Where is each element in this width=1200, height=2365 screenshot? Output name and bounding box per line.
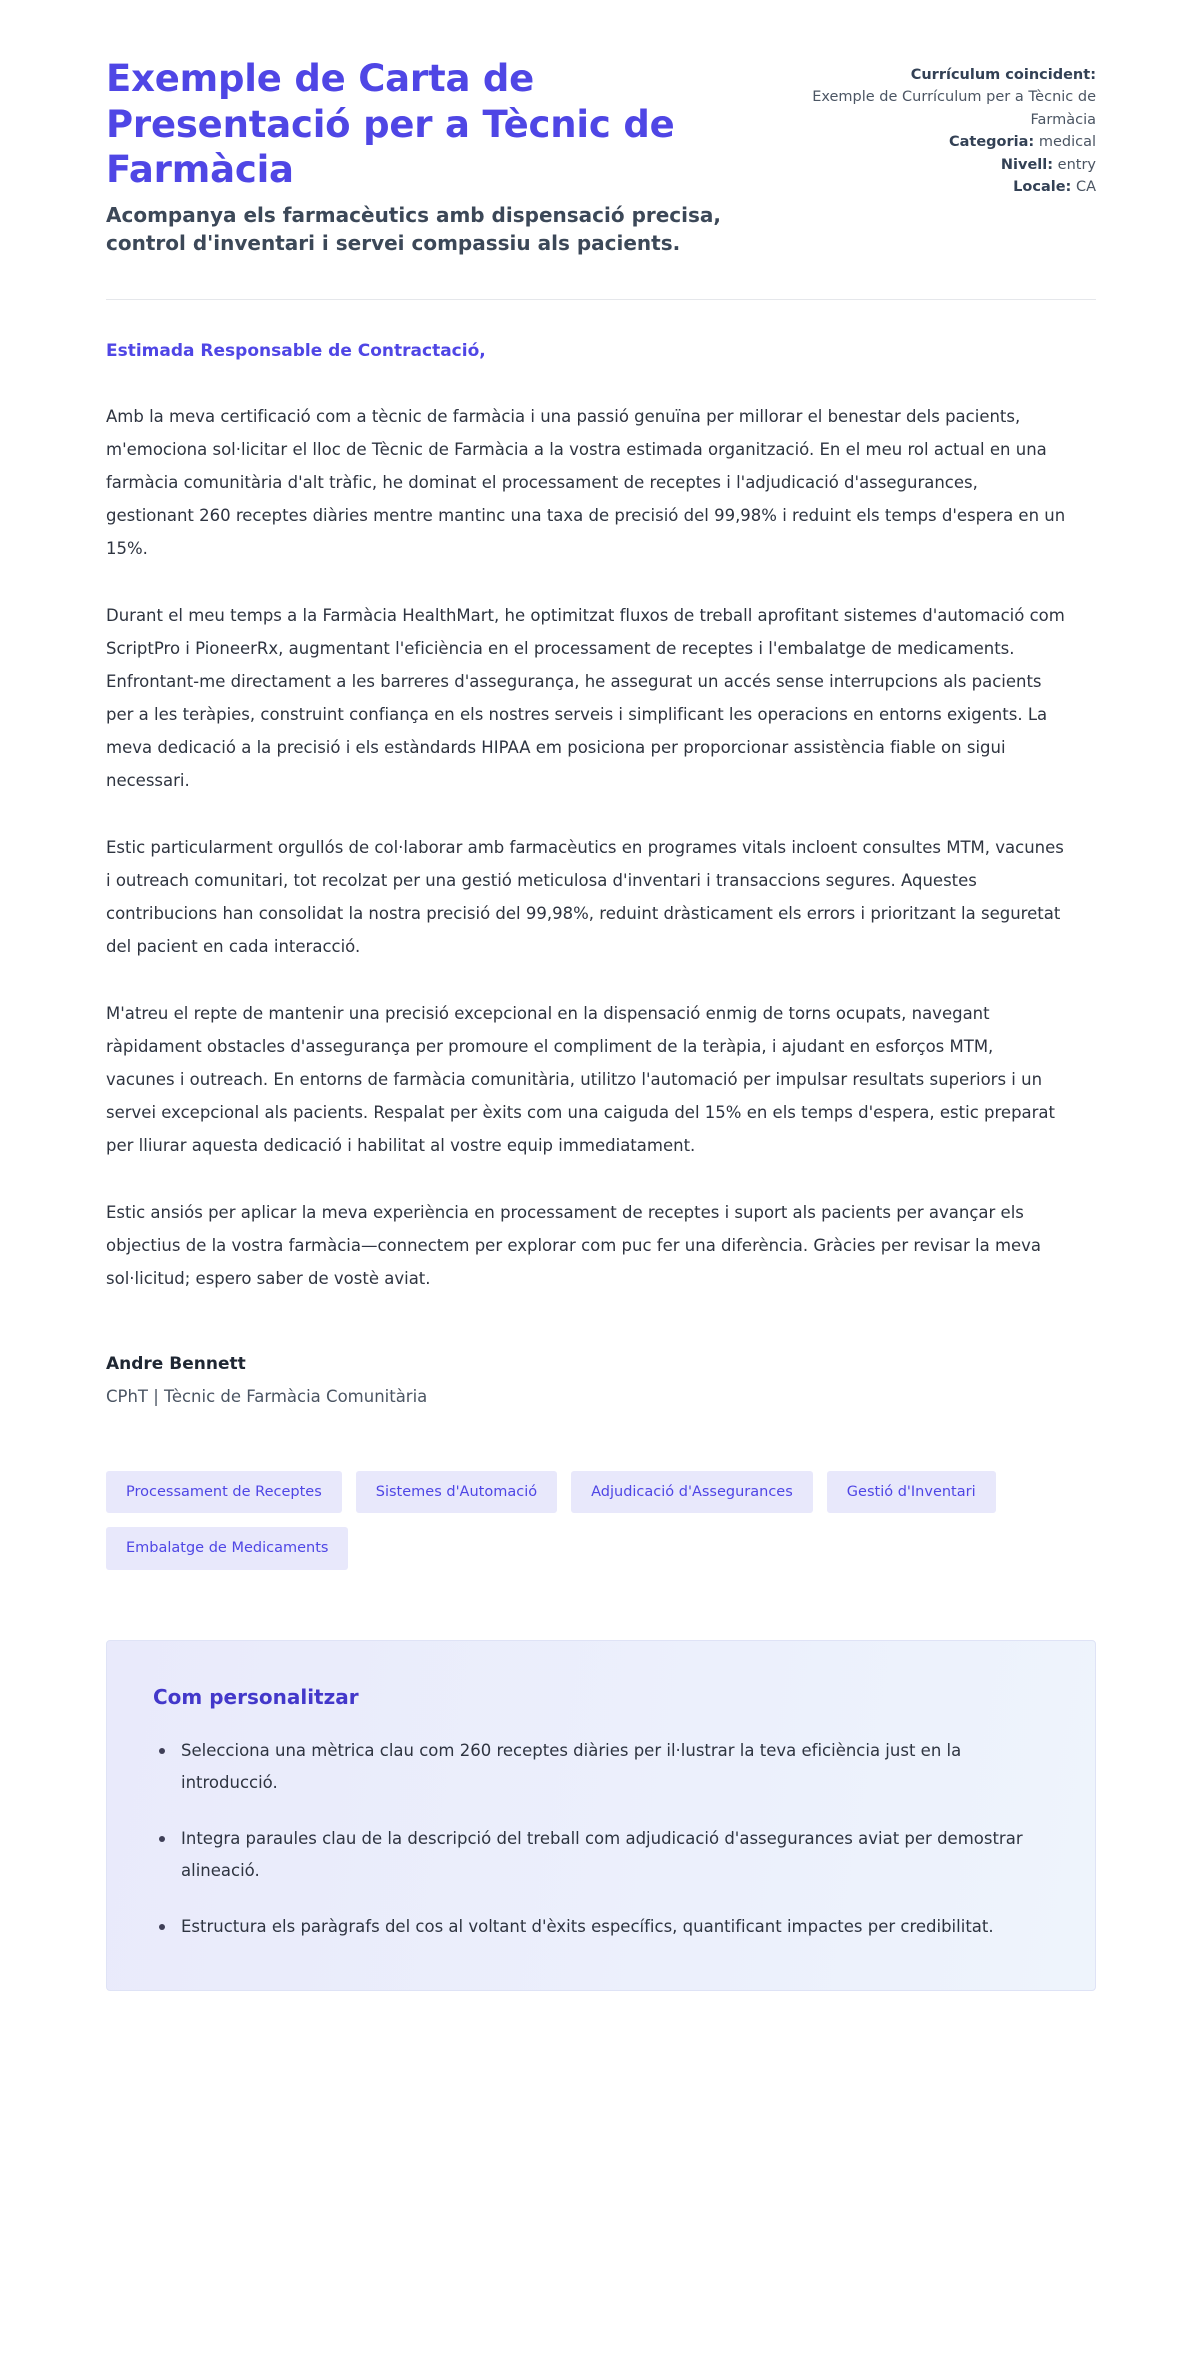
skill-tag-list — [106, 1471, 1096, 1570]
signature-block — [106, 1351, 1096, 1411]
metadata-level — [796, 154, 1096, 176]
metadata-locale-value: CA — [1075, 179, 1096, 196]
signature-role: CPhT | Tècnic de Farmàcia Comunitària — [106, 1387, 428, 1407]
metadata-category-value: medical — [1038, 134, 1096, 151]
skill-tag[interactable]: Processament de Receptes — [106, 1471, 342, 1514]
metadata-resume-label: Currículum coincident: — [910, 67, 1096, 83]
metadata-locale-label: Locale: — [1013, 179, 1072, 196]
letter-paragraph-3: Estic particularment orgullós de col·laborar amb farmacèutics en programes vitals incloent consultes MTM, vacunes i outreach comunitari, tot recolzat per una gestió meticulosa d'inventari i transaccions segures. Aquestes contribucions han consolidat la nostra precisió del 99,98%, reduint dràsticament els errors i prioritzant la seguretat del pacient en cada interacció. — [106, 838, 1064, 957]
skill-tag[interactable]: Embalatge de Medicaments — [106, 1527, 348, 1570]
list-item: Estructura els paràgrafs del cos al voltant d'èxits específics, quantificant impactes per credibilitat. — [153, 1911, 1049, 1943]
metadata-panel — [796, 56, 1096, 199]
page-subtitle: Acompanya els farmacèutics amb dispensació precisa, control d'inventari i servei compassiu als pacients. — [106, 202, 722, 255]
cover-letter-body — [106, 300, 1096, 1990]
header-title-block — [106, 56, 756, 257]
skill-tag[interactable]: Sistemes d'Automació — [356, 1471, 557, 1514]
callout-title: Com personalitzar — [153, 1684, 359, 1709]
metadata-resume — [796, 64, 1096, 131]
metadata-level-label: Nivell: — [1000, 156, 1054, 173]
skill-tag[interactable]: Gestió d'Inventari — [827, 1471, 996, 1514]
signature-name: Andre Bennett — [106, 1354, 246, 1375]
callout-tip-list — [153, 1735, 1049, 1944]
page-title: Exemple de Carta de Presentació per a Tècnic de Farmàcia — [106, 57, 675, 191]
letter-salutation: Estimada Responsable de Contractació, — [106, 341, 486, 362]
metadata-category — [796, 131, 1096, 153]
metadata-level-value: entry — [1057, 156, 1096, 173]
metadata-resume-value: Exemple de Currículum per a Tècnic de Farmàcia — [812, 89, 1096, 128]
letter-paragraph-2: Durant el meu temps a la Farmàcia HealthMart, he optimitzat fluxos de treball aprofitant sistemes d'automació com ScriptPro i PioneerRx, augmentant l'eficiència en el processament de receptes i l'embalatge de medicaments. Enfrontant-me directament a les barreres d'assegurança, he assegurat un accés sense interrupcions als pacients per a les teràpies, construint confiança en els nostres serveis i simplificant les operacions en entorns exigents. La meva dedicació a la precisió i els estàndards HIPAA em posiciona per proporcionar assistència fiable on sigui necessari. — [106, 606, 1065, 791]
customization-callout — [106, 1640, 1096, 1991]
skill-tag[interactable]: Adjudicació d'Assegurances — [571, 1471, 813, 1514]
letter-paragraph-1: Amb la meva certificació com a tècnic de farmàcia i una passió genuïna per millorar el benestar dels pacients, m'emociona sol·licitar el lloc de Tècnic de Farmàcia a la vostra estimada organització. En el meu rol actual en una farmàcia comunitària d'alt tràfic, he dominat el processament de receptes i l'adjudicació d'assegurances, gestionant 260 receptes diàries mentre mantinc una taxa de precisió del 99,98% i reduint els temps d'espera en un 15%. — [106, 407, 1066, 559]
letter-paragraph-5: Estic ansiós per aplicar la meva experiència en processament de receptes i suport als pacients per avançar els objectius de la vostra farmàcia—connectem per explorar com puc fer una diferència. Gràcies per revisar la meva sol·licitud; espero saber de vostè aviat. — [106, 1203, 1042, 1289]
letter-paragraph-4: M'atreu el repte de mantenir una precisió excepcional en la dispensació enmig de torns ocupats, navegant ràpidament obstacles d'assegurança per promoure el compliment de la teràpia, i ajudant en esforços MTM, vacunes i outreach. En entorns de farmàcia comunitària, utilitzo l'automació per impulsar resultats superiors i un servei excepcional als pacients. Respalat per èxits com una caiguda del 15% en els temps d'espera, estic preparat per lliurar aquesta dedicació i habilitat al vostre equip immediatament. — [106, 1004, 1056, 1156]
list-item: Selecciona una mètrica clau com 260 receptes diàries per il·lustrar la teva eficiència just en la introducció. — [153, 1735, 1049, 1799]
metadata-category-label: Categoria: — [948, 134, 1035, 151]
metadata-locale — [796, 176, 1096, 198]
document-header — [106, 56, 1096, 257]
list-item: Integra paraules clau de la descripció del treball com adjudicació d'assegurances aviat per demostrar alineació. — [153, 1823, 1049, 1887]
